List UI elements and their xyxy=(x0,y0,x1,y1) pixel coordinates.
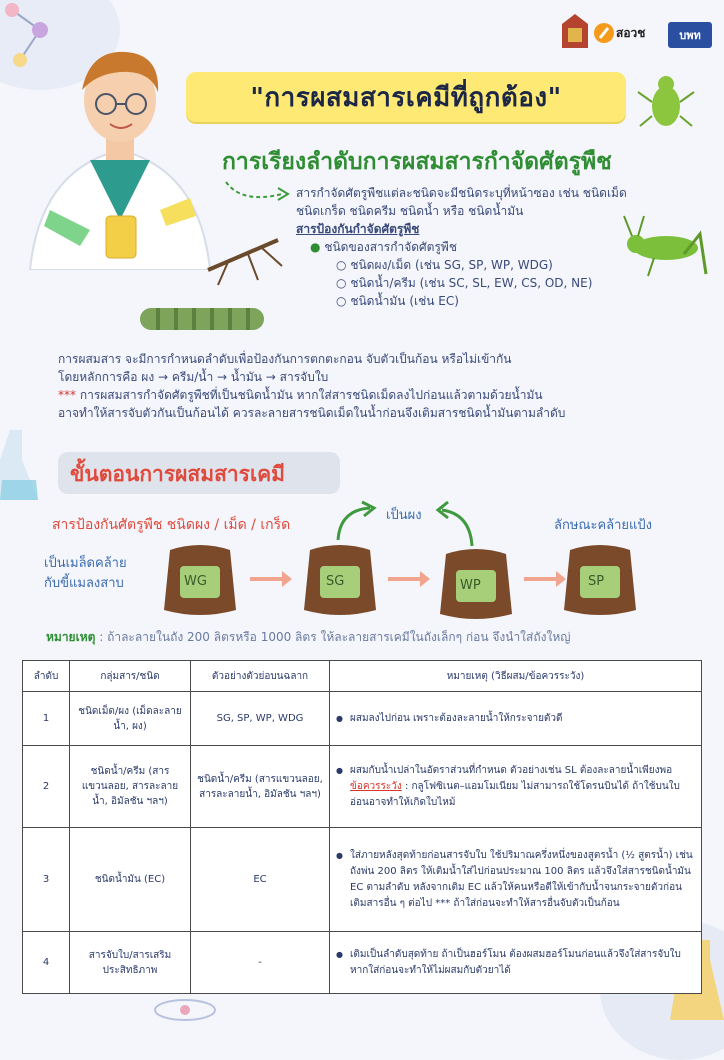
col-header: ลำดับ xyxy=(23,661,70,692)
pmua-badge: บพท xyxy=(668,22,712,48)
col-header: กลุ่มสาร/ชนิด xyxy=(70,661,191,692)
row-warning: : กลูโฟซิเนต–แอมโมเนียม ไม่สามารถใช้โดรนบินได้ ถ้าใช้บนใบอ่อนอาจทำให้เกิดใบไหม้ xyxy=(350,780,680,808)
row-number: 2 xyxy=(23,746,70,828)
intro-line-1: สารกำจัดศัตรูพืชแต่ละชนิดจะมีชนิดระบุที่หน้าซอง เช่น ชนิดเม็ด xyxy=(296,186,627,200)
mixing-order-table xyxy=(22,660,702,994)
table-row xyxy=(23,932,702,994)
right-label: ลักษณะคล้ายแป้ง xyxy=(554,518,653,533)
title-banner xyxy=(186,72,626,122)
row-group: ชนิดน้ำมัน (EC) xyxy=(70,828,191,932)
col-header: หมายเหตุ (วิธีผสม/ข้อควรระวัง) xyxy=(330,661,702,692)
intro-bullet: ชนิดของสารกำจัดศัตรูพืช xyxy=(324,240,457,254)
intro-line-2: ชนิดเกร็ด ชนิดครีม ชนิดน้ำ หรือ ชนิดน้ำมัน xyxy=(296,204,524,218)
mixing-line-2: โดยหลักการคือ ผง → ครีม/น้ำ → น้ำมัน → สารจับใบ xyxy=(58,370,329,384)
section-title: ขั้นตอนการผสมสารเคมี xyxy=(70,462,286,486)
row-note: ● ผสมลงไปก่อน เพราะต้องละลายน้ำให้กระจายตัวดี xyxy=(336,711,695,727)
row-number: 3 xyxy=(23,828,70,932)
row-group: สารจับใบ/สารเสริมประสิทธิภาพ xyxy=(70,932,191,994)
flow-arrow xyxy=(388,577,422,581)
curved-arrow-icon xyxy=(430,500,480,550)
intro-sub-item: ชนิดน้ำ/ครีม (เช่น SC, SL, EW, CS, OD, NE) xyxy=(350,276,593,290)
sack-wg xyxy=(160,540,240,618)
table-row xyxy=(23,746,702,828)
table-row xyxy=(23,692,702,746)
mixing-line-4: อาจทำให้สารจับตัวกันเป็นก้อนได้ ควรละลายสารชนิดเม็ดในน้ำก่อนจึงเติมสารชนิดน้ำมันตามลำดับ xyxy=(58,406,566,420)
row-number: 4 xyxy=(23,932,70,994)
scientist-illustration xyxy=(10,20,230,270)
sack-label: SG xyxy=(326,574,345,589)
row-group: ชนิดน้ำ/ครีม (สารแขวนลอย, สารละลายน้ำ, อิมัลชัน ฯลฯ) xyxy=(70,746,191,828)
note-text: : ถ้าละลายในถัง 200 ลิตรหรือ 1000 ลิตร ให้ละลายสารเคมีในถังเล็กๆ ก่อน จึงนำใส่ถังใหญ่ xyxy=(95,630,571,644)
caterpillar-icon xyxy=(138,302,268,334)
sack-wp xyxy=(436,544,516,622)
flask-icon xyxy=(0,430,40,510)
sack-label: WP xyxy=(460,578,481,593)
powder-type-label: สารป้องกันศัตรูพืช ชนิดผง / เม็ด / เกร็ด xyxy=(52,517,291,533)
flow-arrow xyxy=(250,577,284,581)
table-row xyxy=(23,828,702,932)
intro-sub-item: ชนิดน้ำมัน (เช่น EC) xyxy=(350,294,459,308)
stick-insect-icon xyxy=(198,230,288,290)
note-label: หมายเหตุ xyxy=(46,630,96,644)
sack-label: WG xyxy=(184,574,207,589)
row-warning-label: ข้อควรระวัง xyxy=(350,780,402,792)
flow-arrow xyxy=(524,577,558,581)
row-example: EC xyxy=(191,828,330,932)
tsri-logo-icon xyxy=(594,22,614,44)
warning-mark: *** xyxy=(58,388,76,402)
row-group: ชนิดเม็ด/ผง (เม็ดละลายน้ำ, ผง) xyxy=(70,692,191,746)
university-logo xyxy=(560,14,590,52)
tsri-logo-text: สอวช xyxy=(616,26,646,40)
mixing-line-3: การผสมสารกำจัดศัตรูพืชที่เป็นชนิดน้ำมัน หากใส่สารชนิดเม็ดลงไปก่อนแล้วตามด้วยน้ำมัน xyxy=(76,388,543,402)
sack-sg xyxy=(300,540,380,618)
atom-icon xyxy=(150,990,220,1024)
row-example: - xyxy=(191,932,330,994)
page-title: "การผสมสารเคมีที่ถูกต้อง" xyxy=(250,82,562,113)
sack-label: SP xyxy=(588,574,605,589)
row-example: SG, SP, WP, WDG xyxy=(191,692,330,746)
bug-icon xyxy=(636,72,696,132)
row-example: ชนิดน้ำ/ครีม (สารแขวนลอย, สารละลายน้ำ, อิมัลชัน ฯลฯ) xyxy=(191,746,330,828)
col-header: ตัวอย่างตัวย่อบนฉลาก xyxy=(191,661,330,692)
dashed-arrow-icon xyxy=(222,176,292,206)
grain-description-1: เป็นเมล็ดคล้าย xyxy=(44,556,127,571)
grasshopper-icon xyxy=(614,214,710,280)
sack-sp xyxy=(560,540,640,618)
curved-arrow-icon xyxy=(330,500,380,544)
row-number: 1 xyxy=(23,692,70,746)
mixing-line-1: การผสมสาร จะมีการกำหนดลำดับเพื่อป้องกันการตกตะกอน จับตัวเป็นก้อน หรือไม่เข้ากัน xyxy=(58,352,512,366)
row-note: ผสมกับน้ำเปล่าในอัตราส่วนที่กำหนด ตัวอย่างเช่น SL ต้องละลายน้ำเพียงพอ xyxy=(350,764,673,776)
intro-heading: สารป้องกันกำจัดศัตรูพืช xyxy=(296,222,420,236)
row-note: ● ใส่ภายหลังสุดท้ายก่อนสารจับใบ ใช้ปริมาณครึ่งหนึ่งของสูตรน้ำ (½ สูตรน้ำ) เช่น ถังพ่น 200 ลิตร ให้เติมน้ำใส่ไปก่อนประมาณ 100 ลิตร แล้วจึงใส่สารชนิดน้ำมัน EC ตามลำดับ หลังจากเติม EC แล้วให้คนหรือตีให้เข้ากับน้ำจนกระจายตัวก่อนเติมสารอื่น ๆ ต่อไป *** ถ้าใส่ก่อนจะทำให้สารอื่นจับตัวเป็นก้อน xyxy=(336,848,695,912)
intro-sub-item: ชนิดผง/เม็ด (เช่น SG, SP, WP, WDG) xyxy=(350,258,553,272)
subtitle: การเรียงลำดับการผสมสารกำจัดศัตรูพืช xyxy=(222,149,612,175)
row-note: ● เติมเป็นลำดับสุดท้าย ถ้าเป็นฮอร์โมน ต้องผสมฮอร์โมนก่อนแล้วจึงใส่สารจับใบ หากใส่ก่อนจะทำให้ไม่ผสมกับตัวยาได้ xyxy=(336,947,695,979)
table-header-row xyxy=(23,661,702,692)
grain-description-2: กับขี้แมลงสาบ xyxy=(44,576,124,591)
top-label: เป็นผง xyxy=(386,508,422,523)
